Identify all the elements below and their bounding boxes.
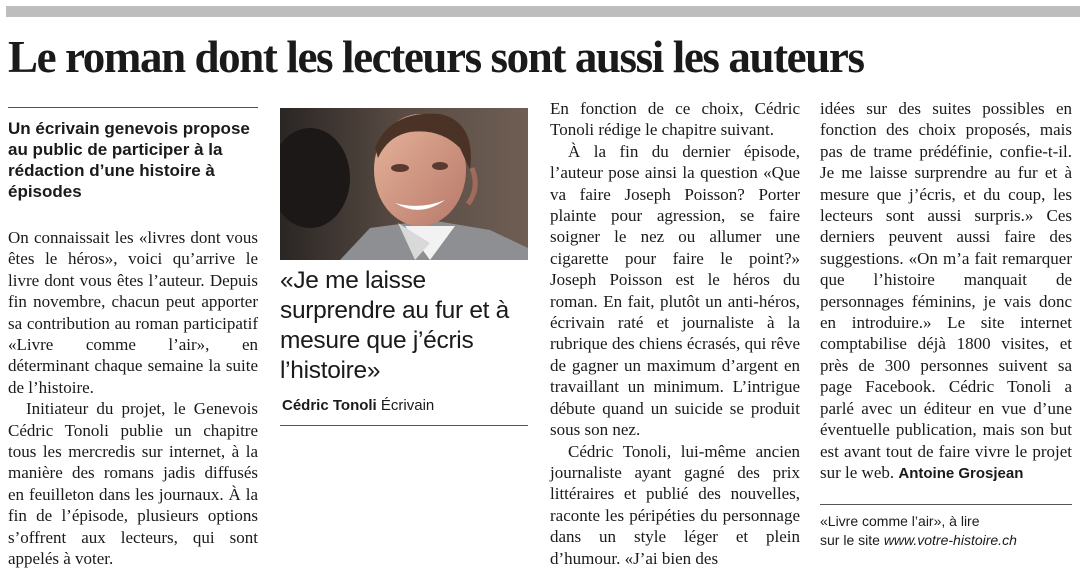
chapo: Un écrivain genevois propose au public de participer à la rédaction d’une histoire à épisodes <box>8 119 250 201</box>
quote-signature <box>282 397 434 414</box>
portrait-image <box>280 108 528 260</box>
info-prefix: sur le site <box>820 532 884 548</box>
top-bar <box>6 6 1080 17</box>
paragraph: Cédric Tonoli, lui-même ancien journaliste ayant gagné des prix littéraires et publié des nouvelles, raconte les péripéties du personnage dans un style léger et plein d’humour. «J’ai bien des <box>550 441 800 568</box>
quote-rule <box>280 425 528 426</box>
column-1 <box>8 227 258 570</box>
paragraph: En fonction de ce choix, Cédric Tonoli rédige le chapitre suivant. <box>550 99 800 140</box>
paragraph-text: idées sur des suites possibles en fonction des choix proposés, mais pas de trame prédéfinie, confie-t-il. Je me laisse surprendre au fur et à mesure que j’écris, et du coup, les lecteurs sont aussi surpris.» Ces derniers peuvent aussi faire des suggestions. «On m’a fait remarquer que l’histoire manquait de personnages féminins, je vais donc en introduire.» Le site internet comptabilise déjà 1800 visites, et près de 300 personnes suivent sa page Facebook. Cédric Tonoli a parlé avec un éditeur en vue d’une éventuelle publication, mais son but est avant tout de faire vivre le projet sur le web. <box>820 99 1072 482</box>
info-box <box>820 512 1082 550</box>
byline: Antoine Grosjean <box>898 464 1024 482</box>
pull-quote: «Je me laisse surprendre au fur et à mesure que j’écris l’histoire» <box>280 267 510 384</box>
info-line: «Livre comme l’air», à lire <box>820 513 980 529</box>
column-4 <box>820 98 1072 484</box>
note-rule <box>820 504 1072 505</box>
quote-name: Cédric Tonoli <box>282 397 377 414</box>
portrait-photo <box>280 108 528 260</box>
paragraph <box>820 98 1072 484</box>
info-line <box>820 531 1082 550</box>
paragraph: On connaissait les «livres dont vous êtes le héros», voici qu’arrive le livre dont vous êtes l’auteur. Depuis fin novembre, chacun peut apporter sa contribution au roman participatif «Livre comme l’air», en déterminant chaque semaine la suite de l’histoire. <box>8 228 258 397</box>
headline: Le roman dont les lecteurs sont aussi les auteurs <box>8 32 864 82</box>
chapo-rule <box>8 107 258 108</box>
paragraph: À la fin du dernier épisode, l’auteur pose ainsi la question «Que va faire Joseph Poisson? Porter plainte pour agression, se faire soigner le nez ou allumer une cigarette pour faire le point?» Joseph Poisson est le héros du roman. En fait, plutôt un anti-héros, écrivain raté et journaliste à la rubrique des chiens écrasés, qui rêve de gagner un maximum d’argent en travaillant un minimum. L’intrigue débute quand un suicide se produit sous son nez. <box>550 141 800 440</box>
website-link[interactable]: www.votre-histoire.ch <box>883 532 1017 548</box>
paragraph: Initiateur du projet, le Genevois Cédric Tonoli publie un chapitre tous les mercredis sur internet, à la manière des romans jadis diffusés en feuilleton dans les journaux. À la fin de l’épisode, plusieurs options s’offrent aux lecteurs, qui sont appelés à voter. <box>8 399 258 569</box>
column-3 <box>550 98 800 569</box>
quote-role: Écrivain <box>380 397 435 414</box>
